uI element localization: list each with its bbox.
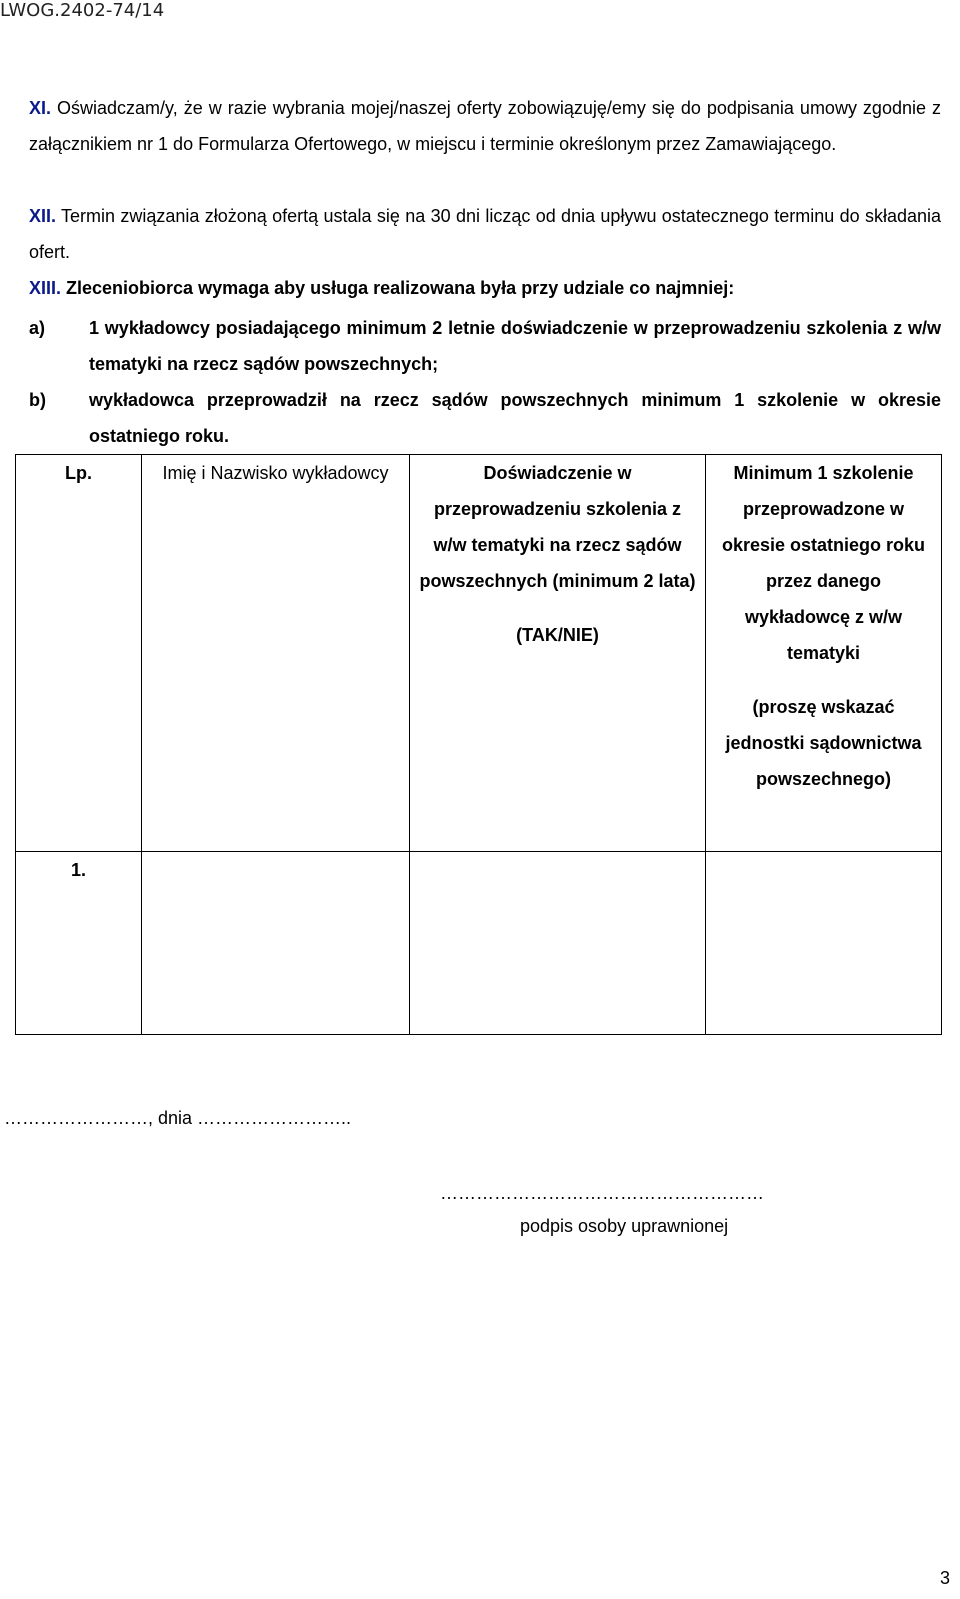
section-xiii-number: XIII. <box>29 278 62 298</box>
header-lp-label: Lp. <box>65 463 92 483</box>
header-lp <box>16 455 142 852</box>
header-training <box>706 455 942 852</box>
page-number: 3 <box>939 1568 950 1588</box>
requirement-a-label: a) <box>29 318 46 338</box>
row-training-cell[interactable] <box>706 852 942 1035</box>
section-xii <box>29 198 941 270</box>
document-id: LWOG.2402-74/14 <box>0 0 165 21</box>
requirement-a-text: 1 wykładowcy posiadającego minimum 2 letnie doświadczenie w przeprowadzeniu szkolenia z w/w tematyki na rzecz sądów powszechnych; <box>89 318 941 374</box>
section-xi-number: XI. <box>29 98 52 118</box>
requirement-b-text: wykładowca przeprowadził na rzecz sądów powszechnych minimum 1 szkolenie w okresie ostatniego roku. <box>89 390 941 446</box>
header-name-label: Imię i Nazwisko wykładowcy <box>162 463 389 483</box>
header-name <box>142 455 410 852</box>
signature-label: podpis osoby uprawnionej <box>520 1216 729 1236</box>
place-date-line: ……………………, dnia …………………….. <box>4 1108 352 1128</box>
header-experience-note: (TAK/NIE) <box>516 625 599 645</box>
lecturer-table <box>15 454 942 1035</box>
header-experience-label: Doświadczenie w przeprowadzeniu szkolenia z w/w tematyki na rzecz sądów powszechnych (minimum 2 lata) <box>419 463 696 591</box>
section-xiii-text: Zleceniobiorca wymaga aby usługa realizowana była przy udziale co najmniej: <box>66 278 735 298</box>
row-lp: 1. <box>70 860 86 880</box>
row-name-cell[interactable] <box>142 852 410 1035</box>
section-xi <box>29 90 941 162</box>
section-xi-text: Oświadczam/y, że w razie wybrania mojej/naszej oferty zobowiązuję/emy się do podpisania umowy zgodnie z załącznikiem nr 1 do Formularza Ofertowego, w miejscu i terminie określonym przez Zamawiającego. <box>29 98 941 154</box>
section-xiii <box>29 270 941 306</box>
row-experience-cell[interactable] <box>410 852 706 1035</box>
table-header-row <box>16 455 942 852</box>
header-training-note: (proszę wskazać jednostki sądownictwa powszechnego) <box>725 697 922 789</box>
table-row <box>16 852 942 1035</box>
signature-dots: ……………………………………………… <box>440 1183 764 1203</box>
section-xii-number: XII. <box>29 206 57 226</box>
requirement-b-label: b) <box>29 390 46 410</box>
header-training-label: Minimum 1 szkolenie przeprowadzone w okresie ostatniego roku przez danego wykładowcę z w/w tematyki <box>721 463 926 663</box>
header-experience <box>410 455 706 852</box>
row-lp-cell <box>16 852 142 1035</box>
section-xii-text: Termin związania złożoną ofertą ustala się na 30 dni licząc od dnia upływu ostatecznego terminu do składania ofert. <box>29 206 941 262</box>
